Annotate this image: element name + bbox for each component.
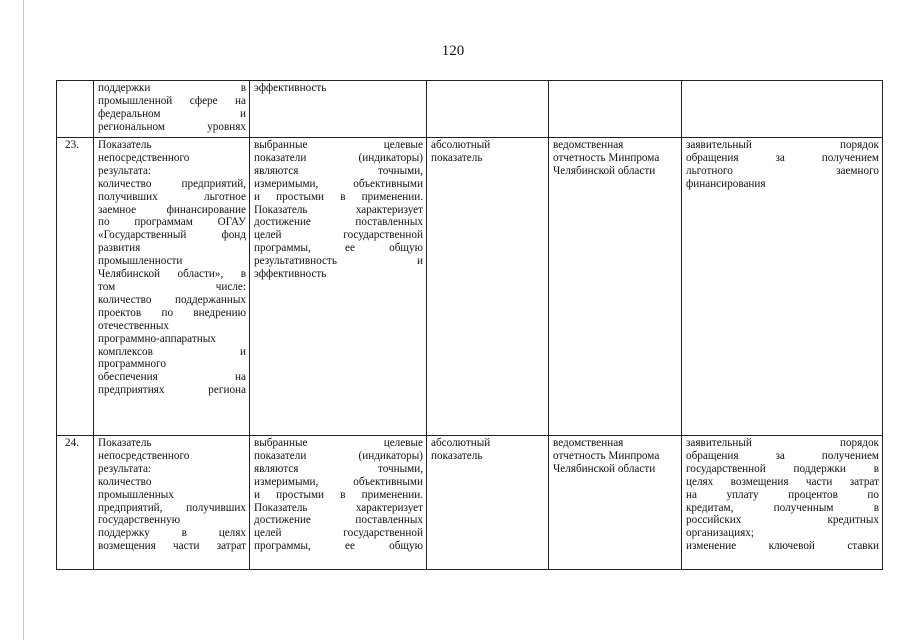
- cell-line: российских кредитных: [686, 514, 879, 527]
- rationale-cell: [250, 436, 427, 570]
- cell-line: возмещения части затрат: [98, 540, 246, 553]
- cell-line: результата:: [98, 462, 152, 475]
- data-source-cell: ведомственная отчетность Минпрома Челябинской области: [549, 436, 682, 570]
- cell-line: непосредственного: [98, 449, 190, 462]
- cell-line: государственной поддержки в: [686, 462, 879, 475]
- table-row: [57, 436, 883, 570]
- cell-line: выбранные целевые: [254, 139, 423, 151]
- indicator-type-cell: абсолютный показатель: [427, 436, 549, 570]
- cell-line: промышленных: [98, 488, 174, 501]
- cell-line: Показатель характеризует: [254, 501, 423, 514]
- cell-line: являются точными,: [254, 164, 423, 177]
- collection-method-cell: [682, 81, 883, 138]
- cell-line: количество предприятий,: [98, 177, 246, 190]
- indicators-table: [56, 80, 883, 570]
- indicator-type-cell: [427, 81, 549, 138]
- row-number: 24.: [57, 436, 94, 570]
- cell-line: Показатель: [98, 139, 152, 151]
- cell-line: Челябинской области», в: [98, 268, 246, 281]
- cell-line: получивших льготное: [98, 190, 246, 203]
- cell-line: программы, ее общую: [254, 242, 423, 255]
- cell-line: изменение ключевой ставки: [686, 540, 879, 553]
- page-number: 120: [441, 43, 465, 59]
- cell-line: являются точными,: [254, 462, 423, 475]
- cell-line: предприятиях региона: [98, 384, 246, 397]
- cell-line: заявительный порядок: [686, 139, 879, 151]
- cell-line: измеримыми, объективными: [254, 475, 423, 488]
- indicator-cell: [94, 81, 250, 138]
- cell-line: программы, ее общую: [254, 540, 423, 553]
- cell-line: эффективность: [254, 268, 327, 281]
- cell-line: количество поддержанных: [98, 293, 246, 306]
- cell-line: целей государственной: [254, 527, 423, 540]
- cell-line: количество: [98, 475, 152, 488]
- collection-method-cell: [682, 436, 883, 570]
- cell-line: обеспечения на: [98, 371, 246, 384]
- cell-line: организациях;: [686, 527, 754, 540]
- cell-line: заявительный порядок: [686, 437, 879, 449]
- data-source-cell: [549, 81, 682, 138]
- scan-edge-line: [23, 0, 24, 640]
- cell-line: развития: [98, 242, 141, 255]
- cell-line: и простыми в применении.: [254, 190, 423, 203]
- indicator-type-cell: абсолютный показатель: [427, 138, 549, 436]
- cell-line: финансирования: [686, 177, 766, 190]
- cell-line: обращения за получением: [686, 449, 879, 462]
- cell-line: Показатель характеризует: [254, 203, 423, 216]
- cell-line: выбранные целевые: [254, 437, 423, 449]
- cell-line: региональном уровнях: [98, 120, 246, 133]
- cell-line: федеральном и: [98, 107, 246, 120]
- cell-line: проектов по внедрению: [98, 306, 246, 319]
- cell-line: достижение поставленных: [254, 514, 423, 527]
- cell-line: предприятий, получивших: [98, 501, 246, 514]
- cell-line: результата:: [98, 164, 152, 177]
- data-source-cell: ведомственная отчетность Минпрома Челябинской области: [549, 138, 682, 436]
- cell-line: достижение поставленных: [254, 216, 423, 229]
- cell-line: Показатель: [98, 437, 152, 449]
- rationale-cell: [250, 138, 427, 436]
- cell-line: заемное финансирование: [98, 203, 246, 216]
- cell-line: целей государственной: [254, 229, 423, 242]
- table-row: [57, 81, 883, 138]
- cell-line: отечественных: [98, 319, 170, 332]
- cell-line: на уплату процентов по: [686, 488, 879, 501]
- cell-line: показатели (индикаторы): [254, 151, 423, 164]
- cell-line: измеримыми, объективными: [254, 177, 423, 190]
- cell-line: показатели (индикаторы): [254, 449, 423, 462]
- collection-method-cell: [682, 138, 883, 436]
- cell-line: программного: [98, 358, 166, 371]
- row-number: 23.: [57, 138, 94, 436]
- cell-line: комплексов и: [98, 345, 246, 358]
- cell-line: поддержки в: [98, 82, 246, 94]
- indicator-cell: [94, 138, 250, 436]
- cell-line: по программам ОГАУ: [98, 216, 246, 229]
- cell-line: «Государственный фонд: [98, 229, 246, 242]
- cell-line: том числе:: [98, 280, 246, 293]
- row-number: [57, 81, 94, 138]
- cell-line: льготного заемного: [686, 164, 879, 177]
- indicator-cell: [94, 436, 250, 570]
- cell-line: целях возмещения части затрат: [686, 475, 879, 488]
- cell-line: результативность и: [254, 255, 423, 268]
- rationale-cell: [250, 81, 427, 138]
- cell-line: обращения за получением: [686, 151, 879, 164]
- cell-line: и простыми в применении.: [254, 488, 423, 501]
- table-row: [57, 138, 883, 436]
- cell-line: эффективность: [254, 82, 327, 94]
- cell-line: промышленности: [98, 255, 183, 268]
- cell-line: кредитам, полученным в: [686, 501, 879, 514]
- cell-line: государственную: [98, 514, 181, 527]
- cell-line: поддержку в целях: [98, 527, 246, 540]
- cell-line: программно-аппаратных: [98, 332, 216, 345]
- cell-line: промышленной сфере на: [98, 94, 246, 107]
- cell-line: непосредственного: [98, 151, 190, 164]
